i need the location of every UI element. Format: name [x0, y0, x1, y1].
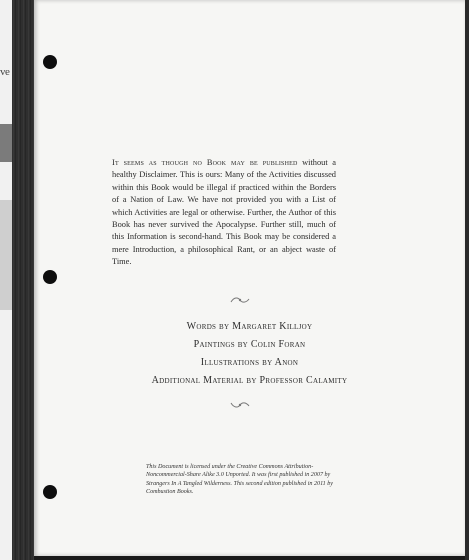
- disclaimer-block: [112, 157, 336, 269]
- disclaimer-lead: It seems as though no Book may be published: [112, 158, 298, 167]
- credits-list: [34, 318, 465, 390]
- binder-hole-icon: [43, 270, 57, 284]
- binder-hole-icon: [43, 485, 57, 499]
- credit-line: Paintings by Colin Foran: [193, 339, 306, 350]
- adjacent-page-shading-lower: [0, 200, 12, 310]
- ornament-flourish-top-icon: [229, 296, 251, 305]
- credit-line: Additional Material by Professor Calamity: [151, 375, 348, 386]
- binder-hole-icon: [43, 55, 57, 69]
- disclaimer-paragraph: [112, 157, 336, 269]
- adjacent-page-text: ve: [0, 66, 10, 78]
- book-spine: [12, 0, 34, 560]
- disclaimer-body: without a healthy Disclaimer. This is ours: Many of the Activities discussed within this Book would be illegal if practiced within the Borders of a Nation of Law. We have not provided you with a List of which Activities are legal or otherwise. Further, the Author of this Book has never survived the Apocalypse. Further still, much of this Information is second-hand. This Book may be considered a mere Introduction, a philosophical Rant, or an abject waste of Time.: [112, 158, 337, 267]
- page-bottom-shadow: [34, 556, 469, 560]
- page-right-shadow: [465, 0, 469, 560]
- adjacent-page-shading: [0, 124, 12, 162]
- credit-line: Illustrations by Anon: [200, 357, 299, 368]
- ornament-flourish-bottom-icon: [229, 400, 251, 409]
- license-notice: This Document is licensed under the Creative Commons Attribution-Noncommercial-Share Alike 3.0 Unported. It was first published in 2007 by Strangers In A Tangled Wilderness. This second edition published in 2011 by Combustion Books.: [146, 464, 333, 495]
- credit-line: Words by Margaret Killjoy: [186, 321, 313, 332]
